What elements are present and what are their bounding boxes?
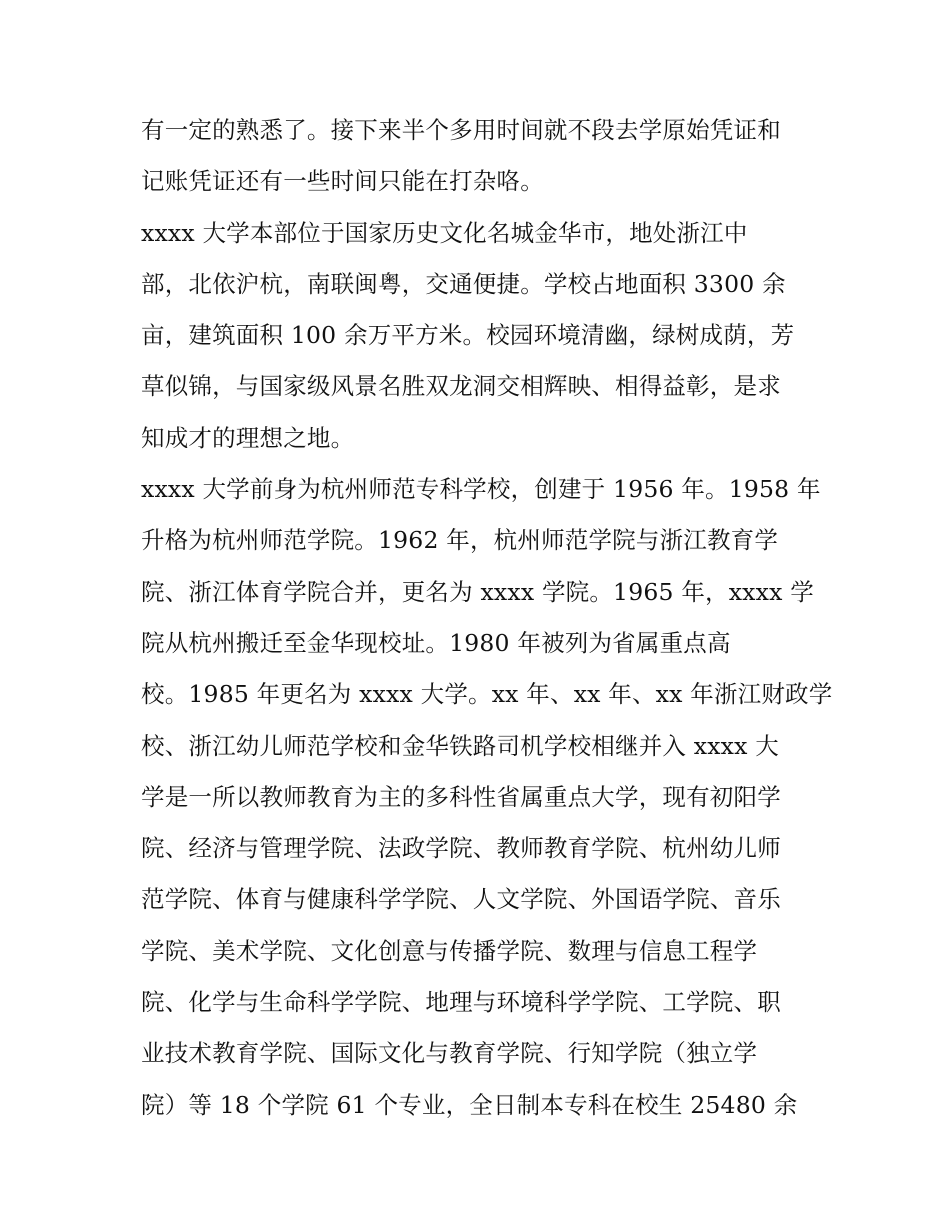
text-line: 部，北依沪杭，南联闽粤，交通便捷。学校占地面积 3300 余 [141, 269, 786, 298]
text-line: 有一定的熟悉了。接下来半个多用时间就不段去学原始凭证和 [141, 116, 781, 144]
text-line: 院）等 18 个学院 61 个专业，全日制本专科在校生 25480 余 [141, 1090, 798, 1119]
text-line: 校、浙江幼儿师范学校和金华铁路司机学校相继并入 xxxx 大 [141, 731, 779, 760]
text-line: 记账凭证还有一些时间只能在打杂咯。 [141, 167, 544, 196]
text-line: xxxx 大学前身为杭州师范专科学校，创建于 1956 年。1958 年 [141, 475, 821, 504]
text-line: 校。1985 年更名为 xxxx 大学。xx 年、xx 年、xx 年浙江财政学 [141, 680, 833, 709]
text-line: xxxx 大学本部位于国家历史文化名城金华市，地处浙江中 [141, 218, 748, 247]
text-line: 院、化学与生命科学学院、地理与环境科学学院、工学院、职 [141, 988, 781, 1017]
text-line: 亩，建筑面积 100 余万平方米。校园环境清幽，绿树成荫，芳 [141, 321, 795, 350]
text-line: 院从杭州搬迁至金华现校址。1980 年被列为省属重点高 [141, 628, 731, 657]
text-line: 学院、美术学院、文化创意与传播学院、数理与信息工程学 [141, 936, 758, 965]
text-line: 升格为杭州师范学院。1962 年，杭州师范学院与浙江教育学 [141, 526, 779, 555]
text-line: 草似锦，与国家级风景名胜双龙洞交相辉映、相得益彰，是求 [141, 372, 781, 401]
text-line: 知成才的理想之地。 [141, 423, 355, 452]
text-line: 院、经济与管理学院、法政学院、教师教育学院、杭州幼儿师 [141, 834, 781, 863]
text-line: 院、浙江体育学院合并，更名为 xxxx 学院。1965 年，xxxx 学 [141, 577, 814, 606]
body-text [141, 105, 833, 1131]
text-line: 范学院、体育与健康科学学院、人文学院、外国语学院、音乐 [141, 885, 781, 914]
text-line: 学是一所以教师教育为主的多科性省属重点大学，现有初阳学 [141, 782, 781, 811]
text-line: 业技术教育学院、国际文化与教育学院、行知学院（独立学 [141, 1039, 758, 1068]
